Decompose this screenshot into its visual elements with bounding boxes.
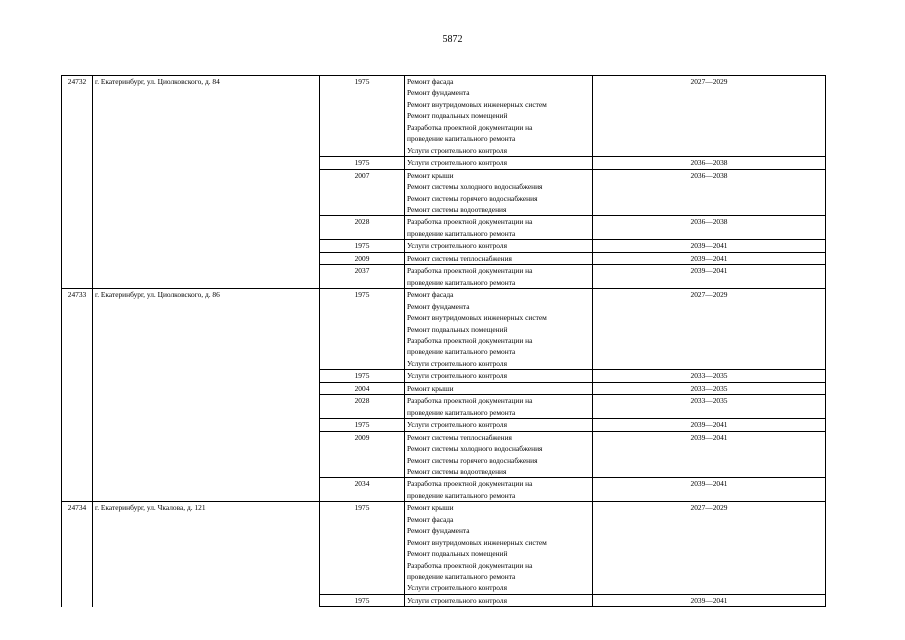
repair-works: [405, 370, 593, 382]
repair-work-item: Ремонт системы горячего водоснабжения: [407, 455, 538, 465]
table-row: [62, 76, 826, 157]
planned-period: 2027—2029: [593, 289, 826, 370]
repair-works: [405, 478, 593, 502]
repair-works: [405, 382, 593, 394]
repair-work-item: Услуги строительного контроля: [407, 358, 507, 368]
object-address: г. Екатеринбург, ул. Чкалова, д. 121: [93, 502, 320, 607]
last-repair-year: 2009: [320, 252, 405, 264]
repair-work-item: Ремонт фундамента: [407, 526, 470, 536]
repair-works: [405, 594, 593, 606]
repair-works: [405, 395, 593, 419]
planned-period: 2027—2029: [593, 502, 826, 595]
repair-work-item: Ремонт системы холодного водоснабжения: [407, 182, 543, 192]
planned-period: 2036—2038: [593, 157, 826, 169]
last-repair-year: 1975: [320, 502, 405, 595]
last-repair-year: 1975: [320, 240, 405, 252]
repair-work-item: Ремонт системы водоотведения: [407, 204, 507, 214]
last-repair-year: 2009: [320, 431, 405, 478]
last-repair-year: 1975: [320, 594, 405, 606]
repair-works: [405, 169, 593, 216]
object-address: г. Екатеринбург, ул. Циолковского, д. 86: [93, 289, 320, 502]
capital-repair-table: [61, 75, 826, 607]
repair-works: [405, 265, 593, 289]
repair-work-item: Услуги строительного контроля: [407, 583, 507, 593]
object-code: 24734: [62, 502, 93, 607]
repair-work-item: Ремонт фасада: [407, 514, 454, 524]
repair-work-item: проведение капитального ремонта: [407, 277, 516, 287]
repair-work-item: Услуги строительного контроля: [407, 241, 507, 251]
planned-period: 2033—2035: [593, 370, 826, 382]
planned-period: 2039—2041: [593, 252, 826, 264]
repair-work-item: Ремонт крыши: [407, 170, 454, 180]
repair-works: [405, 289, 593, 370]
table-body: [62, 76, 826, 607]
object-code: 24733: [62, 289, 93, 502]
repair-work-item: проведение капитального ремонта: [407, 347, 516, 357]
planned-period: 2039—2041: [593, 419, 826, 431]
repair-work-item: Разработка проектной документации на: [407, 396, 533, 406]
planned-period: 2039—2041: [593, 478, 826, 502]
object-address: г. Екатеринбург, ул. Циолковского, д. 84: [93, 76, 320, 289]
repair-works: [405, 216, 593, 240]
repair-work-item: Ремонт крыши: [407, 383, 454, 393]
planned-period: 2027—2029: [593, 76, 826, 157]
repair-work-item: Ремонт крыши: [407, 503, 454, 513]
repair-work-item: Ремонт системы горячего водоснабжения: [407, 193, 538, 203]
repair-work-item: проведение капитального ремонта: [407, 490, 516, 500]
last-repair-year: 2007: [320, 169, 405, 216]
repair-work-item: Ремонт подвальных помещений: [407, 111, 508, 121]
repair-work-item: проведение капитального ремонта: [407, 572, 516, 582]
last-repair-year: 1975: [320, 419, 405, 431]
last-repair-year: 2034: [320, 478, 405, 502]
planned-period: 2039—2041: [593, 265, 826, 289]
repair-work-item: Ремонт системы теплоснабжения: [407, 253, 512, 263]
planned-period: 2036—2038: [593, 169, 826, 216]
repair-work-item: Ремонт внутридомовых инженерных систем: [407, 99, 547, 109]
repair-works: [405, 419, 593, 431]
last-repair-year: 1975: [320, 157, 405, 169]
last-repair-year: 1975: [320, 76, 405, 157]
last-repair-year: 1975: [320, 370, 405, 382]
last-repair-year: 2028: [320, 216, 405, 240]
repair-work-item: Услуги строительного контроля: [407, 595, 507, 605]
repair-work-item: Ремонт подвальных помещений: [407, 324, 508, 334]
repair-works: [405, 431, 593, 478]
repair-work-item: Разработка проектной документации на: [407, 335, 533, 345]
repair-work-item: Услуги строительного контроля: [407, 371, 507, 381]
repair-work-item: Ремонт подвальных помещений: [407, 549, 508, 559]
repair-work-item: проведение капитального ремонта: [407, 407, 516, 417]
repair-works: [405, 252, 593, 264]
repair-work-item: Ремонт внутридомовых инженерных систем: [407, 537, 547, 547]
repair-work-item: Разработка проектной документации на: [407, 560, 533, 570]
table-row: [62, 289, 826, 370]
repair-work-item: Ремонт внутридомовых инженерных систем: [407, 313, 547, 323]
repair-works: [405, 157, 593, 169]
last-repair-year: 2004: [320, 382, 405, 394]
planned-period: 2039—2041: [593, 431, 826, 478]
repair-works: [405, 76, 593, 157]
repair-work-item: Ремонт фасада: [407, 290, 454, 300]
repair-work-item: проведение капитального ремонта: [407, 134, 516, 144]
last-repair-year: 2028: [320, 395, 405, 419]
planned-period: 2033—2035: [593, 395, 826, 419]
planned-period: 2033—2035: [593, 382, 826, 394]
last-repair-year: 2037: [320, 265, 405, 289]
planned-period: 2039—2041: [593, 594, 826, 606]
repair-works: [405, 502, 593, 595]
repair-work-item: Ремонт системы холодного водоснабжения: [407, 444, 543, 454]
repair-work-item: Ремонт системы теплоснабжения: [407, 432, 512, 442]
repair-work-item: Ремонт фундамента: [407, 301, 470, 311]
repair-work-item: Услуги строительного контроля: [407, 158, 507, 168]
object-code: 24732: [62, 76, 93, 289]
repair-work-item: Ремонт фасада: [407, 77, 454, 86]
repair-work-item: Разработка проектной документации на: [407, 479, 533, 489]
last-repair-year: 1975: [320, 289, 405, 370]
repair-work-item: Услуги строительного контроля: [407, 420, 507, 430]
table-row: [62, 502, 826, 595]
repair-work-item: Разработка проектной документации на: [407, 217, 533, 227]
repair-works: [405, 240, 593, 252]
planned-period: 2036—2038: [593, 216, 826, 240]
repair-work-item: Разработка проектной документации на: [407, 266, 533, 276]
repair-work-item: Услуги строительного контроля: [407, 145, 507, 155]
repair-work-item: Ремонт фундамента: [407, 88, 470, 98]
planned-period: 2039—2041: [593, 240, 826, 252]
repair-work-item: проведение капитального ремонта: [407, 228, 516, 238]
page-number: 5872: [442, 34, 463, 45]
repair-work-item: Ремонт системы водоотведения: [407, 466, 507, 476]
repair-work-item: Разработка проектной документации на: [407, 122, 533, 132]
